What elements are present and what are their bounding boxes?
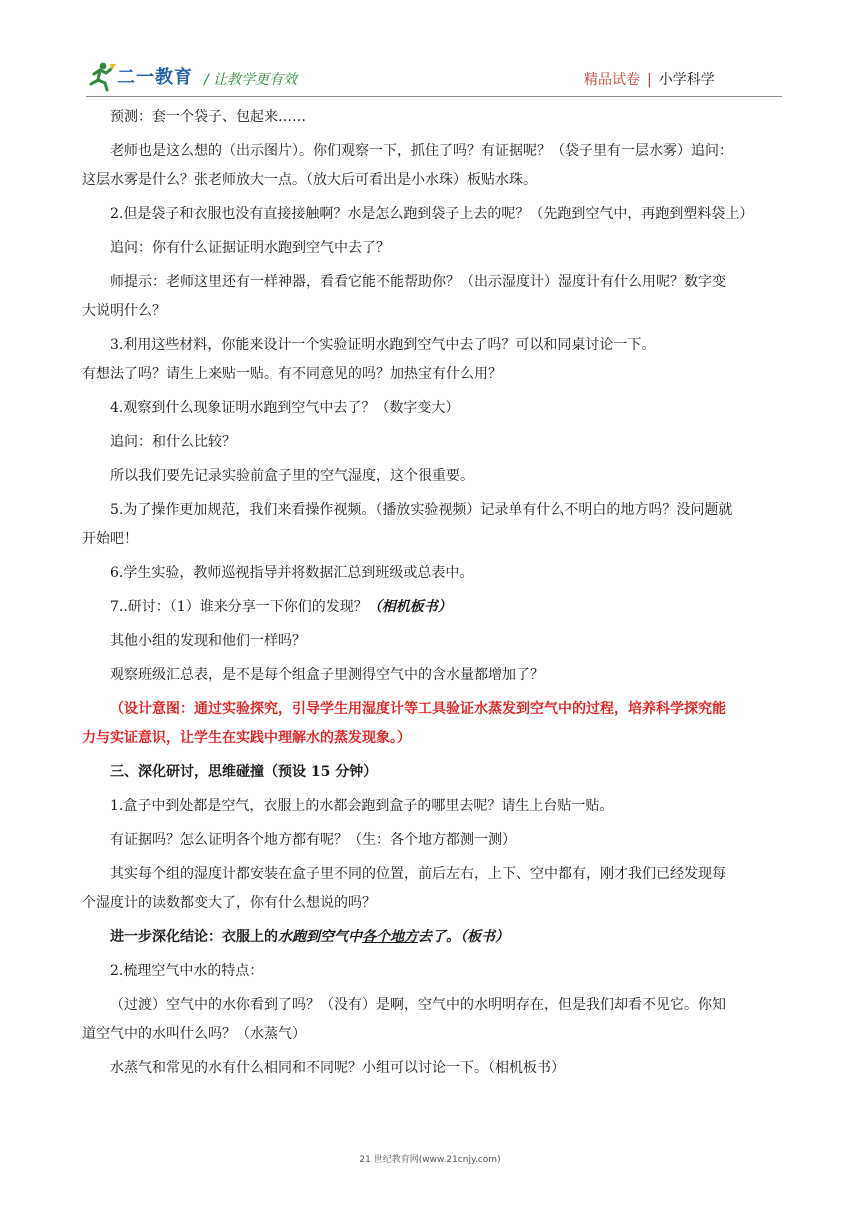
header-rule [86, 96, 782, 97]
paragraph: 追问：你有什么证据证明水跑到空气中去了？ [110, 240, 390, 256]
tag-separator: | [647, 72, 652, 88]
paragraph: 所以我们要先记录实验前盒子里的空气湿度，这个很重要。 [110, 468, 474, 484]
paragraph: 水蒸气和常见的水有什么相同和不同呢？小组可以讨论一下。（相机板书） [110, 1060, 565, 1076]
design-intent-cont: 力与实证意识，让学生在实践中理解水的蒸发现象。） [82, 730, 411, 746]
conclusion-lead: 进一步深化结论：衣服上的 [110, 929, 278, 945]
page-footer: 21 世纪教育网(www.21cnjy.com) [359, 1155, 501, 1165]
paragraph: 师提示：老师这里还有一样神器，看看它能不能帮助你？（出示湿度计）湿度计有什么用呢？数字变 [110, 274, 726, 290]
conclusion-italic: 水跑到空气中 [278, 929, 362, 945]
paragraph: 6.学生实验，教师巡视指导并将数据汇总到班级或总表中。 [110, 565, 474, 581]
tag-subject: 小学科学 [658, 72, 715, 88]
paragraph: 预测：套一个袋子、包起来…… [110, 109, 306, 125]
paragraph: 道空气中的水叫什么吗？（水蒸气） [82, 1026, 306, 1042]
slogan: / 让教学更有效 [204, 72, 298, 88]
paragraph: 其他小组的发现和他们一样吗？ [110, 633, 306, 649]
logo-text: 二一教育 [117, 67, 193, 88]
paragraph: 3.利用这些材料，你能来设计一个实验证明水跑到空气中去了吗？可以和同桌讨论一下。 [110, 337, 656, 353]
paragraph: 有想法了吗？请生上来贴一贴。有不同意见的吗？加热宝有什么用？ [82, 366, 502, 382]
discussion-prompt: 7..研讨：（1）谁来分享一下你们的发现？ [110, 599, 368, 615]
paragraph: 2.梳理空气中水的特点： [110, 963, 264, 979]
conclusion-end: 去了。（板书） [418, 929, 509, 945]
paragraph: 开始吧！ [82, 531, 138, 547]
paragraph: 大说明什么？ [82, 303, 166, 319]
paragraph: （过渡）空气中的水你看到了吗？（没有）是啊，空气中的水明明存在，但是我们却看不见它。你知 [110, 997, 726, 1013]
page-header [0, 0, 860, 100]
paragraph: 观察班级汇总表，是不是每个组盒子里测得空气中的含水量都增加了？ [110, 667, 544, 683]
paragraph: 4.观察到什么现象证明水跑到空气中去了？（数字变大） [110, 400, 460, 416]
design-intent: （设计意图：通过实验探究，引导学生用湿度计等工具验证水蒸发到空气中的过程，培养科学探究能 [110, 701, 726, 717]
paragraph [82, 596, 782, 618]
paragraph: 5.为了操作更加规范，我们来看操作视频。（播放实验视频）记录单有什么不明白的地方吗？没问题就 [110, 502, 733, 518]
conclusion-underlined: 各个地方 [362, 929, 418, 945]
runner-logo-icon [86, 60, 118, 92]
document-body [82, 106, 782, 1091]
board-note: （相机板书） [367, 599, 452, 615]
logo [86, 60, 196, 92]
paragraph: 有证据吗？怎么证明各个地方都有呢？（生：各个地方都测一测） [110, 832, 516, 848]
paragraph: 这层水雾是什么？张老师放大一点。（放大后可看出是小水珠）板贴水珠。 [82, 172, 537, 188]
paragraph: 老师也是这么想的（出示图片）。你们观察一下，抓住了吗？有证据呢？（袋子里有一层水雾）追问： [110, 143, 733, 159]
tag-exam: 精品试卷 [584, 72, 640, 88]
conclusion [82, 926, 782, 948]
section-heading: 三、深化研讨，思维碰撞（预设 15 分钟） [110, 764, 378, 780]
paragraph: 其实每个组的湿度计都安装在盒子里不同的位置，前后左右，上下、空中都有，刚才我们已经发现每 [110, 866, 726, 882]
paragraph: 1.盒子中到处都是空气，衣服上的水都会跑到盒子的哪里去呢？请生上台贴一贴。 [110, 798, 614, 814]
paragraph: 追问：和什么比较？ [110, 434, 236, 450]
header-tag [584, 69, 715, 89]
paragraph: 个湿度计的读数都变大了，你有什么想说的吗？ [82, 895, 376, 911]
paragraph: 2.但是袋子和衣服也没有直接接触啊？水是怎么跑到袋子上去的呢？（先跑到空气中，再跑到塑料袋上） [110, 206, 754, 222]
